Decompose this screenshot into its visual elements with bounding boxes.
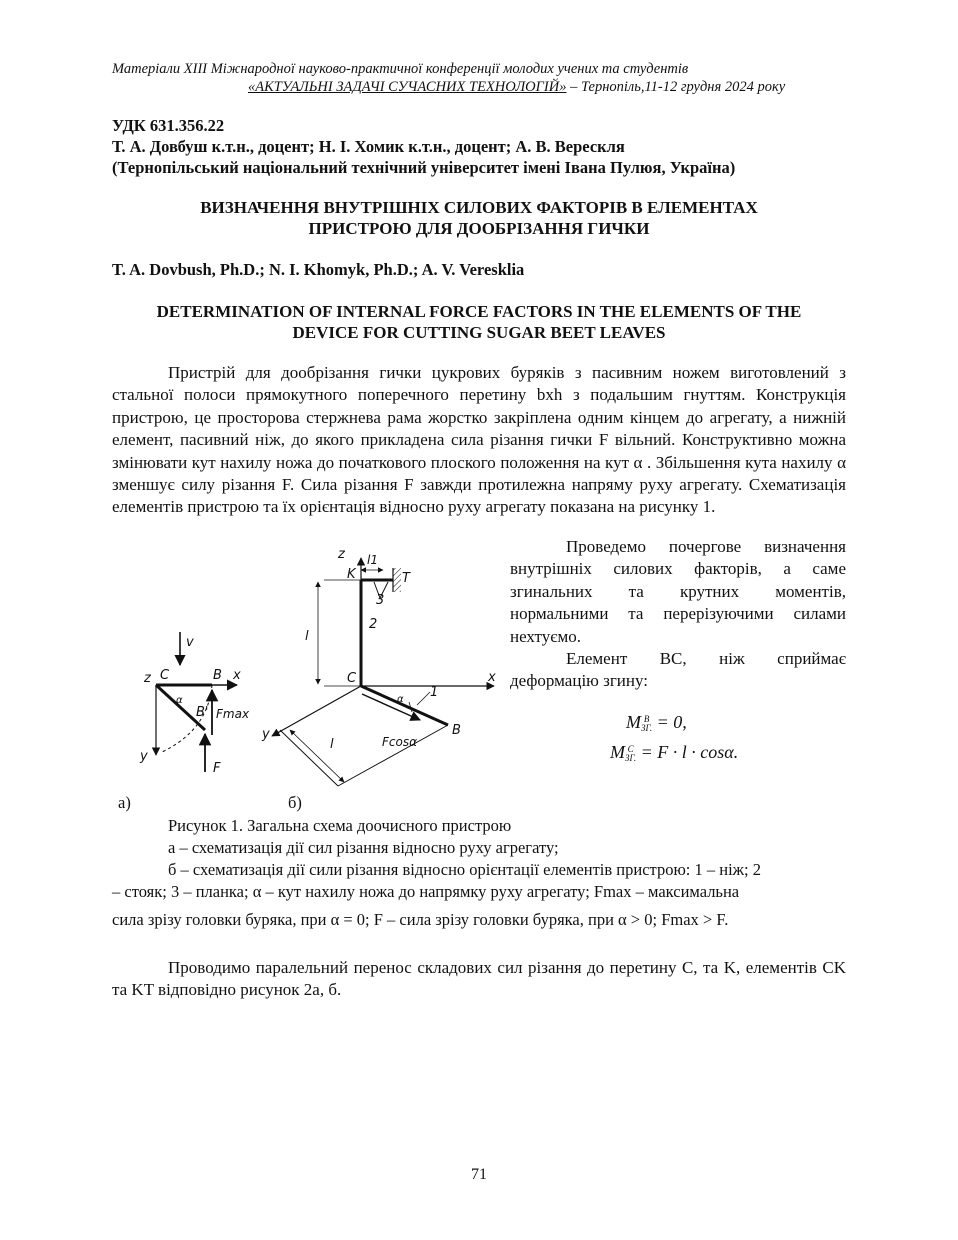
paragraph-1 (112, 362, 846, 519)
label-x-b: x (488, 670, 496, 685)
caption-a: а – схематизація дії сил різання відносно руху агрегату; (168, 838, 559, 857)
formula-2: M C ЗГ. = F · l · cosα. (610, 742, 739, 763)
label-l-diagonal: l (330, 737, 334, 752)
affiliation: (Тернопільський національний технічний університет імені Івана Пулюя, Україна) (112, 158, 736, 177)
figure-label-b: б) (288, 793, 302, 812)
label-f: F (213, 761, 221, 776)
title-uk (112, 197, 846, 239)
udc: УДК 631.356.22 (112, 116, 225, 135)
side-text (510, 536, 846, 693)
label-fcos: Fcosα (382, 735, 418, 749)
axis-y-b (272, 686, 361, 736)
caption-b3: сила зрізу головки буряка, при α = 0; F – сила зрізу головки буряка, при α > 0; Fmax > F. (112, 910, 729, 929)
formula-1: M B ЗГ. = 0, (626, 712, 687, 733)
fixed-support (393, 568, 401, 592)
label-z-b: z (338, 547, 345, 562)
figure-label-a: а) (118, 793, 131, 812)
label-c-b: C (347, 671, 357, 686)
figure-caption (112, 815, 846, 931)
label-y-a: y (140, 749, 148, 764)
conference-date: – Тернопіль,11-12 грудня 2024 року (566, 79, 786, 95)
label-l-vertical: l (305, 629, 309, 644)
authors-uk: Т. А. Довбуш к.т.н., доцент; Н. І. Хомик к.т.н., доцент; А. В. Верескля (112, 137, 625, 156)
label-c-a: C (160, 668, 170, 683)
label-x-a: x (233, 668, 241, 683)
label-l1: l1 (367, 553, 378, 567)
caption-b1: б – схематизація дії сили різання відносно орієнтації елементів пристрою: 1 – ніж; 2 (168, 860, 762, 879)
title-en (112, 301, 846, 343)
label-2: 2 (369, 617, 378, 632)
paragraph-2-text: Проводимо паралельний перенос складових сил різання до перетину C, та K, елементів CK та KT відповідно рисунок 2а, б. (112, 958, 846, 1000)
title-uk-line-1: ВИЗНАЧЕННЯ ВНУТРІШНІХ СИЛОВИХ ФАКТОРІВ В ЕЛЕМЕНТАХ (200, 198, 758, 217)
figure-1b (261, 547, 496, 786)
side-text-2: Елемент BC, ніж сприймає деформацію згину: (510, 649, 846, 691)
label-1: 1 (430, 685, 439, 700)
label-t: T (402, 571, 410, 586)
conference-header (112, 60, 852, 96)
label-k: K (347, 567, 356, 582)
conference-line-1: Матеріали XIII Міжнародної науково-практичної конференції молодих учених та студентів (112, 61, 689, 77)
figure-1 (112, 540, 512, 825)
side-text-1: Проведемо почергове визначення внутрішніх силових факторів, а саме згинальних та крутних моментів, нормальними та перерізуючими силами нехтуємо. (510, 537, 846, 646)
label-b-a: B (213, 668, 222, 683)
label-alpha-b: α (397, 694, 404, 705)
conference-name: «АКТУАЛЬНІ ЗАДАЧІ СУЧАСНИХ ТЕХНОЛОГІЙ» (248, 79, 567, 95)
caption-b2: – стояк; 3 – планка; α – кут нахилу ножа до напрямку руху агрегату; Fmax – максимальна (112, 882, 740, 901)
label-3: 3 (376, 593, 385, 608)
title-en-line-1: DETERMINATION OF INTERNAL FORCE FACTORS IN THE ELEMENTS OF THE (156, 302, 802, 321)
caption-title: Рисунок 1. Загальна схема доочисного пристрою (168, 816, 512, 835)
page-number: 71 (471, 1166, 487, 1183)
title-uk-line-2: ПРИСТРОЮ ДЛЯ ДООБРІЗАННЯ ГИЧКИ (308, 219, 650, 238)
label-alpha-a: α (176, 695, 183, 706)
authors-en: T. A. Dovbush, Ph.D.; N. I. Khomyk, Ph.D.; A. V. Veresklia (112, 260, 525, 279)
title-en-line-2: DEVICE FOR CUTTING SUGAR BEET LEAVES (292, 323, 666, 342)
label-fmax: Fmax (216, 707, 250, 721)
label-b-b: B (452, 723, 461, 738)
paragraph-2 (112, 957, 846, 1002)
label-y-b: y (262, 727, 270, 742)
paragraph-1-text: Пристрій для дообрізання гички цукрових буряків з пасивним ножем виготовлений з стальної полоси прямокутного поперечного перетину bxh з подальшим гнуттям. Конструкція пристрою, це просторова стержнева рама жорстко закріплена одним кінцем до агрегату, а нижній елемент, пасивний ніж, до якого прикладена сила різання гички F вільний. Конструктивно можна змінювати кут нахилу ножа до початкового плоского положення на кут α . Збільшення кута нахилу α зменшує силу різання F. Сила різання F завжди протилежна напряму руху агрегату. Схематизація елементів пристрою та їх орієнтація відносно руху агрегату показана на рисунку 1. (112, 363, 846, 517)
label-z-a: z (144, 671, 151, 686)
label-v: v (186, 635, 194, 650)
label-bprime: B' (196, 705, 209, 720)
figure-1a (139, 632, 250, 776)
